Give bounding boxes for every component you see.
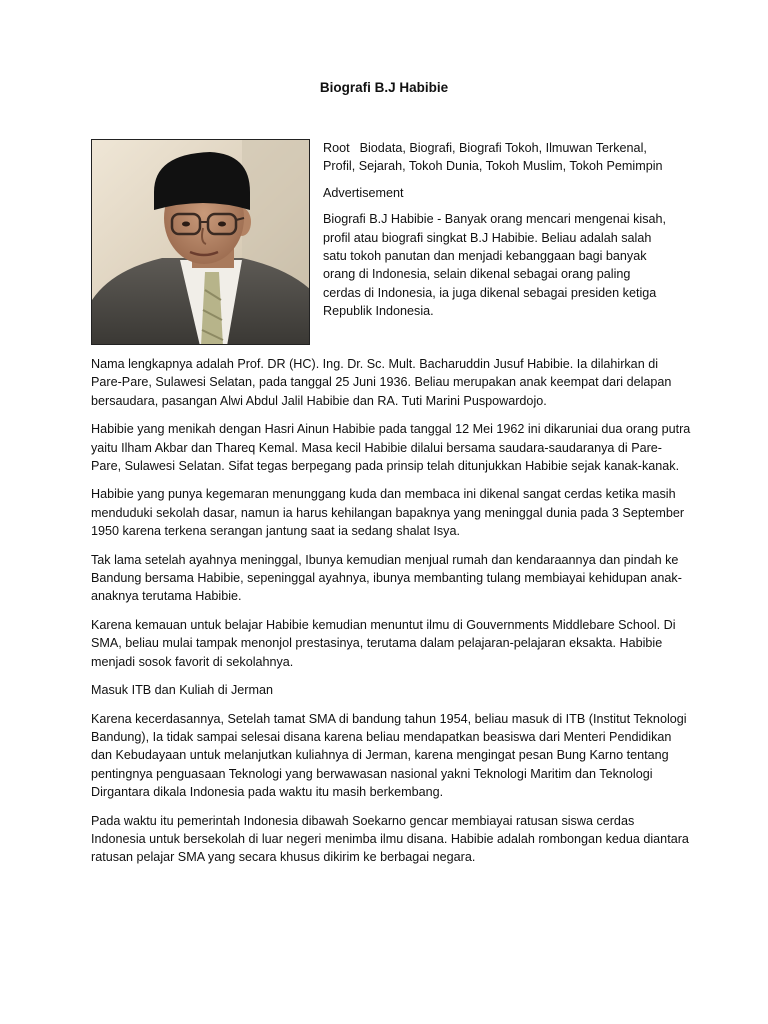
paragraph-childhood: Habibie yang punya kegemaran menunggang kuda dan membaca ini dikenal sangat cerdas ketika masih menduduki sekolah dasar, namun ia harus kehilangan bapaknya yang meninggal dunia pada 3 September 1950 karena terkena serangan jantung saat ia sedang shalat Isya. bbox=[91, 487, 685, 539]
article-body bbox=[91, 355, 691, 877]
intro-column bbox=[323, 139, 668, 329]
root-label: Root bbox=[323, 141, 350, 155]
advertisement-label: Advertisement bbox=[323, 185, 404, 200]
paragraph-bandung: Tak lama setelah ayahnya meninggal, Ibunya kemudian menjual rumah dan kendaraannya dan pindah ke Bandung bersama Habibie, sepeninggal ayahnya, ibunya membanting tulang membiayai kehidupan anak-anaknya terutama Habibie. bbox=[91, 552, 682, 604]
paragraph-scholarship: Pada waktu itu pemerintah Indonesia dibawah Soekarno gencar membiayai ratusan siswa cerdas Indonesia untuk bersekolah di luar negeri menimba ilmu disana. Habibie adalah rombongan kedua diantara ratusan pelajar SMA yang secara khusus dikirim ke berbagai negara. bbox=[91, 813, 689, 865]
portrait-photo bbox=[91, 139, 310, 345]
portrait-illustration bbox=[92, 140, 310, 345]
document-title: Biografi B.J Habibie bbox=[319, 80, 449, 95]
category-list: Biodata, Biografi, Biografi Tokoh, Ilmuwan Terkenal, Profil, Sejarah, Tokoh Dunia, Tokoh Muslim, Tokoh Pemimpin bbox=[323, 141, 663, 174]
paragraph-itb: Karena kecerdasannya, Setelah tamat SMA di bandung tahun 1954, beliau masuk di ITB (Institut Teknologi Bandung), Ia tidak sampai selesai disana karena beliau mendapatkan beasiswa dari Menteri Pendidikan dan Kebudayaan untuk melanjutkan kuliahnya di Jerman, karena mengingat pesan Bung Karno tentang pentingnya penguasaan Teknologi yang berwawasan nasional yakni Teknologi Maritim dan Teknologi Dirgantara dikala Indonesia pada waktu itu masih berkembang. bbox=[91, 711, 687, 800]
intro-summary: Biografi B.J Habibie - Banyak orang mencari mengenai kisah, profil atau biografi singkat B.J Habibie. Beliau adalah salah satu tokoh panutan dan menjadi kebanggaan bagi banyak orang di Indonesia, selain dikenal sebagai orang paling cerdas di Indonesia, ia juga dikenal sebagai presiden ketiga Republik Indonesia. bbox=[323, 212, 667, 319]
section-heading-itb: Masuk ITB dan Kuliah di Jerman bbox=[91, 683, 273, 698]
categories-line bbox=[323, 139, 668, 176]
paragraph-full-name: Nama lengkapnya adalah Prof. DR (HC). Ing. Dr. Sc. Mult. Bacharuddin Jusuf Habibie. Ia dilahirkan di Pare-Pare, Sulawesi Selatan, pada tanggal 25 Juni 1936. Beliau merupakan anak keempat dari delapan bersaudara, pasangan Alwi Abdul Jalil Habibie dan RA. Tuti Marini Puspowardojo. bbox=[91, 357, 672, 408]
paragraph-marriage: Habibie yang menikah dengan Hasri Ainun Habibie pada tanggal 12 Mei 1962 ini dikaruniai dua orang putra yaitu Ilham Akbar dan Thareq Kemal. Masa kecil Habibie dilalui bersama saudara-saudaranya di Pare-Pare, Sulawesi Selatan. Sifat tegas berpegang pada prinsip telah ditunjukkan Habibie sejak kanak-kanak. bbox=[91, 422, 691, 474]
paragraph-school: Karena kemauan untuk belajar Habibie kemudian menuntut ilmu di Gouvernments Middlebare School. Di SMA, beliau mulai tampak menonjol prestasinya, terutama dalam pelajaran-pelajaran eksakta. Habibie menjadi sosok favorit di sekolahnya. bbox=[91, 617, 676, 669]
